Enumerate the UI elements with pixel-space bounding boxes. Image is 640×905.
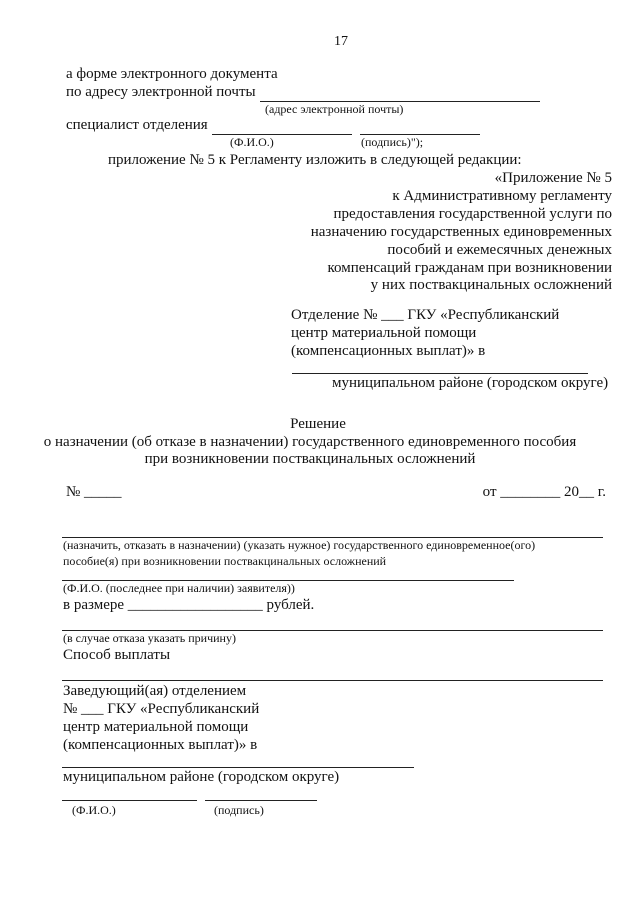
decision-subtitle-2: при возникновении поствакцинальных осложнений	[144, 451, 476, 467]
signature-line: (компенсационных выплат)» в	[63, 737, 258, 753]
specialist-sign-hint: (подпись)");	[361, 135, 424, 149]
appendix-header-line: назначению государственных единовременных	[310, 224, 612, 240]
payment-blank-line	[62, 680, 603, 681]
refusal-hint: (в случае отказа указать причину)	[63, 631, 236, 645]
decision-number: № _____	[66, 484, 122, 500]
payment-method: Способ выплаты	[63, 647, 171, 663]
addressee-line: центр материальной помощи	[291, 325, 477, 341]
appendix-header-line: к Административному регламенту	[392, 188, 612, 204]
applicant-hint: (Ф.И.О. (последнее при наличии) заявителя))	[63, 581, 295, 595]
page-number: 17	[334, 34, 348, 49]
appendix-header-line: пособий и ежемесячных денежных	[387, 242, 612, 258]
decision-date: от ________ 20__ г.	[482, 484, 606, 500]
appendix-header-line: предоставления государственной услуги по	[333, 206, 612, 222]
appendix-header-line: «Приложение № 5	[494, 170, 612, 186]
amount-line: в размере __________________ рублей.	[63, 597, 315, 613]
decision-title: Решение	[290, 416, 346, 432]
signature-line: Заведующий(ая) отделением	[63, 683, 247, 699]
intro-line-3: специалист отделения	[66, 117, 208, 133]
signature-line: центр материальной помощи	[63, 719, 249, 735]
head-sign-line	[205, 800, 317, 801]
appendix-header-line: компенсаций гражданам при возникновении	[327, 260, 612, 276]
head-fio-line	[62, 800, 197, 801]
appendix-header-line: у них поствакцинальных осложнений	[370, 277, 612, 293]
specialist-fio-hint: (Ф.И.О.)	[230, 135, 274, 149]
head-sign-hint: (подпись)	[214, 803, 264, 817]
decision-subtitle-1: о назначении (об отказе в назначении) государственного единовременного пособия	[43, 434, 577, 450]
addressee-line: (компенсационных выплат)» в	[291, 343, 486, 359]
addressee-line: муниципальном районе (городском округе)	[332, 375, 609, 391]
addressee-blank-line	[292, 373, 588, 374]
email-hint: (адрес электронной почты)	[265, 102, 404, 116]
intro-line-1: а форме электронного документа	[66, 66, 278, 82]
signature-blank-line	[62, 767, 414, 768]
addressee-line: Отделение № ___ ГКУ «Республиканский	[291, 307, 560, 323]
assign-hint-1: (назначить, отказать в назначении) (указать нужное) государственного единовременное(ого)	[63, 538, 536, 552]
assign-hint-2: пособие(я) при возникновении поствакцинальных осложнений	[63, 554, 387, 568]
signature-line: № ___ ГКУ «Республиканский	[63, 701, 260, 717]
intro-line-2: по адресу электронной почты	[66, 84, 256, 100]
signature-line: муниципальном районе (городском округе)	[63, 769, 340, 785]
amendment-line: приложение № 5 к Регламенту изложить в следующей редакции:	[108, 152, 522, 168]
head-fio-hint: (Ф.И.О.)	[72, 803, 116, 817]
